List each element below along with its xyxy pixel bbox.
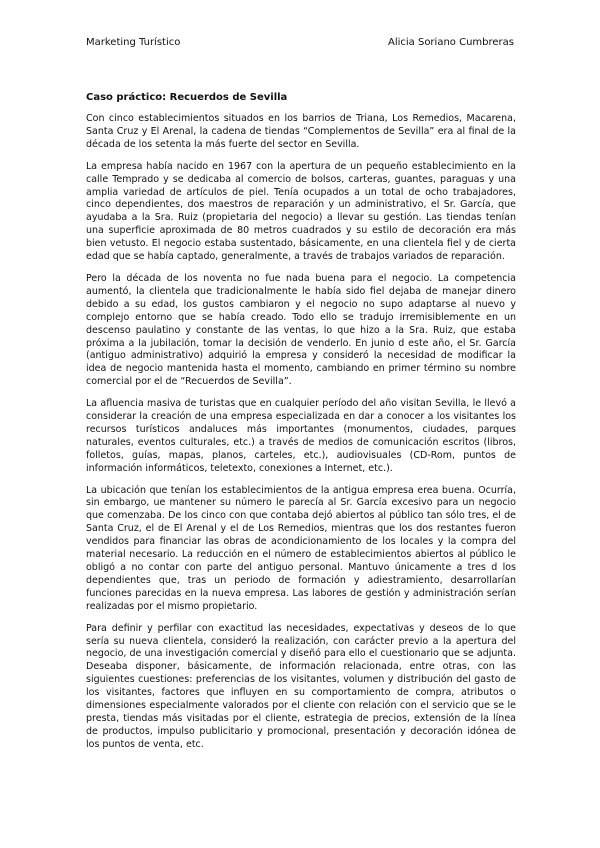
paragraph: La ubicación que tenían los establecimientos de la antigua empresa erea buena. Ocurría, sin embargo, ue mantener su número le parecía al Sr. García excesivo para un negocio que comenzaba. De los cinco con que contaba dejó abiertos al público tan sólo tres, el de Santa Cruz, el de El Arenal y el de Los Remedios, mientras que los dos restantes fueron vendidos para financiar las obras de acondicionamiento de los locales y la compra del material necesario. La reducción en el número de establecimientos abiertos al público le obligó a no contar con parte del antiguo personal. Mantuvo únicamente a tres d los dependientes que, tras un periodo de formación y adiestramiento, desarrollarían funciones parecidas en la nueva empresa. Las labores de gestión y administración serían realizadas por el mismo propietario.	[86, 484, 516, 612]
document-body	[86, 92, 516, 761]
paragraph: Con cinco establecimientos situados en los barrios de Triana, Los Remedios, Macarena, Santa Cruz y El Arenal, la cadena de tiendas “Complementos de Sevilla” era al final de la década de los setenta la más fuerte del sector en Sevilla.	[86, 113, 516, 150]
page-header	[86, 37, 514, 49]
case-title: Caso práctico: Recuerdos de Sevilla	[86, 92, 288, 103]
paragraph: La empresa había nacido en 1967 con la apertura de un pequeño establecimiento en la calle Temprado y se dedicaba al comercio de bolsos, carteras, guantes, paraguas y una amplia variedad de artículos de piel. Tenía ocupados a un total de ocho trabajadores, cinco dependientes, dos maestros de reparación y un administrativo, el Sr. García, que ayudaba a la Sra. Ruiz (propietaria del negocio) a llevar su gestión. Las tiendas tenían una superficie aproximada de 80 metros cuadrados y su estilo de decoración era más bien vetusto. El negocio estaba sustentado, básicamente, en una clientela fiel y de cierta edad que se había captado, generalmente, a través de trabajos variados de reparación.	[86, 160, 516, 263]
paragraph: La afluencia masiva de turistas que en cualquier período del año visitan Sevilla, le llevó a considerar la creación de una empresa especializada en dar a conocer a los visitantes los recursos turísticos andaluces más importantes (monumentos, ciudades, parques naturales, eventos culturales, etc.) a través de medios de comunicación escritos (libros, folletos, guías, mapas, planos, carteles, etc.), audiovisuales (CD-Rom, puntos de información informáticos, teletexto, conexiones a Internet, etc.).	[86, 398, 516, 474]
paragraph: Para definir y perfilar con exactitud las necesidades, expectativas y deseos de lo que sería su nueva clientela, consideró la realización, con carácter previo a la apertura del negocio, de una investigación comercial y diseñó para ello el cuestionario que se adjunta. Deseaba disponer, básicamente, de información relacionada, entre otras, con las siguientes cuestiones: preferencias de los visitantes, volumen y distribución del gasto de los visitantes, factores que influyen en su comportamiento de compra, atributos o dimensiones especialmente valorados por el cliente con relación con el servicio que se le presta, tiendas más visitadas por el cliente, estrategia de precios, extensión de la línea de productos, impulso publicitario y promocional, presentación y decoración idónea de los puntos de venta, etc.	[86, 622, 516, 750]
header-course-title: Marketing Turístico	[86, 37, 181, 48]
header-author: Alicia Soriano Cumbreras	[387, 37, 514, 48]
paragraph: Pero la década de los noventa no fue nada buena para el negocio. La competencia aumentó, la clientela que tradicionalmente le había sido fiel dejaba de manejar dinero debido a su edad, los gustos cambiaron y el negocio no supo adaptarse al nuevo y complejo entorno que se había creado. Todo ello se tradujo irremisiblemente en un descenso paulatino y constante de las ventas, lo que hizo a la Sra. Ruiz, que estaba próxima a la jubilación, tomar la decisión de venderlo. En junio d este año, el Sr. García (antiguo administrativo) adquirió la empresa y consideró la necesidad de modificar la idea de negocio mantenida hasta el momento, cambiando en primer término su nombre comercial por el de “Recuerdos de Sevilla”.	[86, 272, 516, 388]
